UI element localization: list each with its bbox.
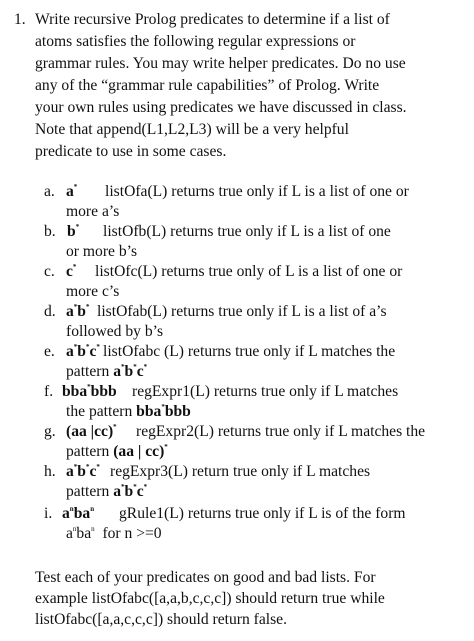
part-pattern: (aa |cc)* [66,423,117,440]
part-description: or more b’s [66,243,138,260]
part-letter: g. [44,423,56,440]
part-description: listOfb(L) returns true only if L is a list of one [103,223,391,240]
part-letter: i. [44,505,53,522]
part-description: $a^nba^n$ for n >=0 [66,525,162,542]
part-description: more c’s [66,283,120,300]
intro-line: grammar rules. You may write helper predicates. Do no use [35,55,406,72]
part-description: listOfab(L) returns true only if L is a list of a’s [97,303,387,320]
part-description: listOfc(L) returns true only of L is a list of one or [95,263,403,280]
part-description: the pattern bba*bbb [66,403,191,420]
intro-line: atoms satisfies the following regular expressions or [35,33,356,50]
part-letter: c. [44,263,55,280]
question-number: 1. [14,11,26,28]
part-description: listOfabc (L) returns true only if L matches the [103,343,396,360]
part-pattern: a*b* [66,303,90,320]
intro-line: any of the “grammar rule capabilities” of Prolog. Write [35,77,380,94]
part-description: pattern a*b*c* [66,363,148,380]
part-description: followed by b’s [66,323,164,340]
part-description: gRule1(L) returns true only if L is of the form [119,505,406,522]
part-description: regExpr2(L) returns true only if L matches the [136,423,426,440]
part-pattern: a*b*c* [66,463,100,480]
part-pattern: $a^nba^n$ [62,505,95,522]
part-description: pattern (aa | cc)* [66,443,168,460]
part-pattern: a*b*c* [66,343,100,360]
part-description: regExpr1(L) returns true only if L matches [132,383,399,400]
part-description: regExpr3(L) return true only if L matches [110,463,371,480]
part-letter: b. [44,223,56,240]
closing-line: example listOfabc([a,a,b,c,c,c]) should return true while [35,590,385,607]
part-description: listOfa(L) returns true only if L is a list of one or [105,183,409,200]
part-pattern: c* [66,263,77,280]
closing-line: Test each of your predicates on good and bad lists. For [35,569,376,586]
intro-line: your own rules using predicates we have discussed in class. [35,99,407,116]
part-letter: h. [44,463,56,480]
intro-line: predicate to use in some cases. [35,143,227,160]
part-letter: d. [44,303,56,320]
part-letter: e. [44,343,55,360]
part-description: more a’s [66,203,120,220]
intro-line: Note that append(L1,L2,L3) will be a very helpful [35,121,349,138]
closing-line: listOfabc([a,a,c,c,c]) should return false. [35,611,287,628]
part-pattern: a* [66,183,78,200]
part-description: pattern a*b*c* [66,483,148,500]
intro-line: Write recursive Prolog predicates to determine if a list of [35,11,390,28]
part-letter: f. [44,383,54,400]
part-pattern: bba*bbb [62,383,117,400]
part-letter: a. [44,183,55,200]
part-pattern: b* [67,223,80,240]
